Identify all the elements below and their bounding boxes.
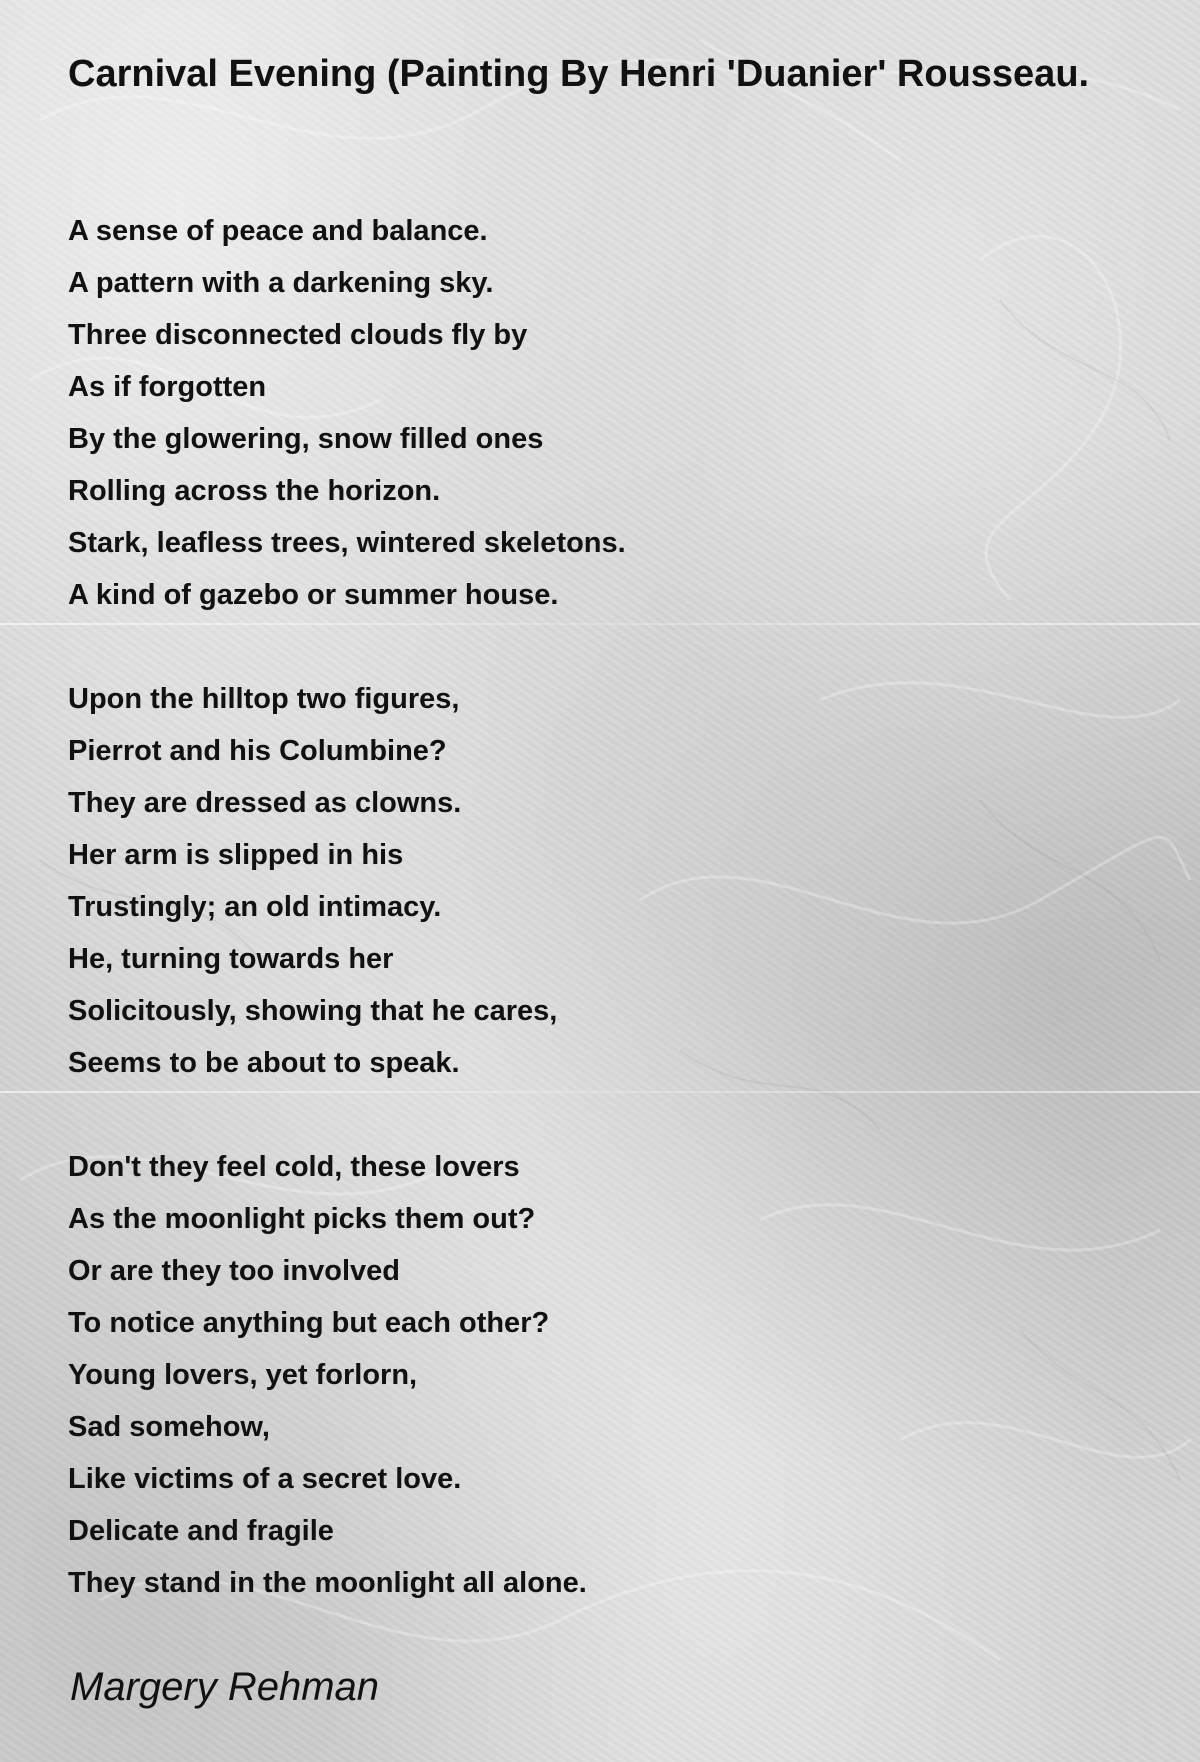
poem-title: Carnival Evening (Painting By Henri 'Duanier' Rousseau.: [68, 53, 1090, 95]
poem-line: Or are they too involved: [68, 1255, 400, 1287]
poem-line: Pierrot and his Columbine?: [68, 735, 447, 767]
poem-line: Delicate and fragile: [68, 1515, 334, 1547]
poem-line: Rolling across the horizon.: [68, 475, 441, 507]
poem-line: Sad somehow,: [68, 1411, 270, 1443]
poem-line: Young lovers, yet forlorn,: [68, 1359, 418, 1391]
poem-line: To notice anything but each other?: [68, 1307, 550, 1339]
poem-line: They are dressed as clowns.: [68, 787, 462, 819]
poem-line: Seems to be about to speak.: [68, 1047, 460, 1079]
poem-line: Stark, leafless trees, wintered skeletons.: [68, 527, 626, 559]
poem-line: Upon the hilltop two figures,: [68, 683, 460, 715]
poem-line: Three disconnected clouds fly by: [68, 319, 528, 351]
poem-line: A kind of gazebo or summer house.: [68, 579, 559, 611]
poem-line: Trustingly; an old intimacy.: [68, 891, 442, 923]
poem-line: Solicitously, showing that he cares,: [68, 995, 558, 1027]
stanza-3: [68, 1141, 1128, 1609]
poem-line: A sense of peace and balance.: [68, 215, 488, 247]
stanza-1: [68, 205, 1128, 621]
poem-line: They stand in the moonlight all alone.: [68, 1567, 587, 1599]
poem-line: Like victims of a secret love.: [68, 1463, 462, 1495]
poem-line: A pattern with a darkening sky.: [68, 267, 494, 299]
poem-line: As the moonlight picks them out?: [68, 1203, 536, 1235]
stanza-2: [68, 673, 1128, 1089]
poem-author: Margery Rehman: [70, 1665, 380, 1709]
poem-line: By the glowering, snow filled ones: [68, 423, 544, 455]
poem-line: Her arm is slipped in his: [68, 839, 404, 871]
poem-line: He, turning towards her: [68, 943, 394, 975]
poem-body: [68, 205, 1128, 1661]
poem-line: As if forgotten: [68, 371, 267, 403]
poem-line: Don't they feel cold, these lovers: [68, 1151, 520, 1183]
